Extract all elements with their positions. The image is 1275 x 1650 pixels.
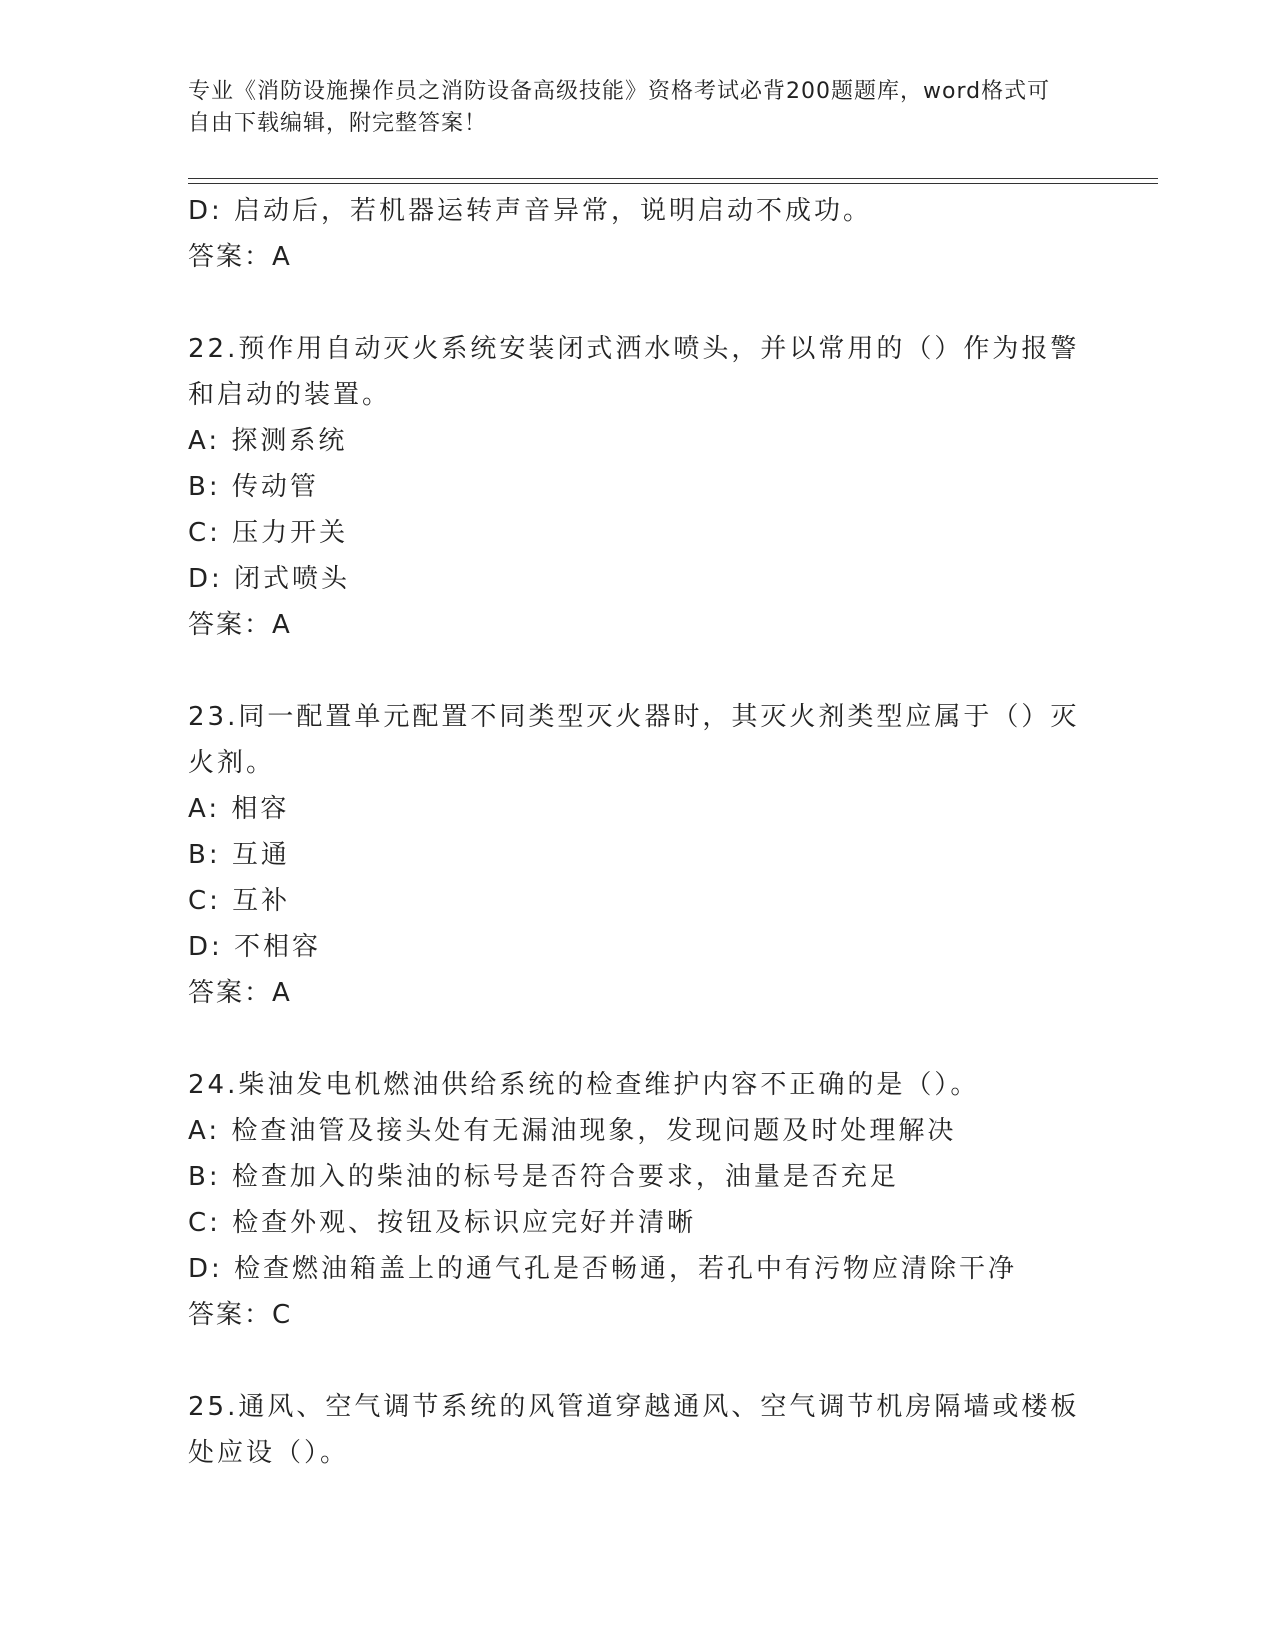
header-divider-top (188, 178, 1158, 179)
answer: 答案：C (188, 1300, 293, 1330)
spacer (188, 1338, 1088, 1384)
prev-answer: 答案：A (188, 242, 292, 272)
document-header: 专业《消防设施操作员之消防设备高级技能》资格考试必背200题题库，word格式可自由下载编辑，附完整答案！ (188, 79, 1051, 136)
question-text-cont: 和启动的装置。 (188, 380, 392, 410)
prev-option-d: D: 启动后，若机器运转声音异常，说明启动不成功。 (188, 196, 873, 226)
spacer (188, 1016, 1088, 1062)
question-22 (188, 326, 1088, 648)
question-text-cont: 处应设（）。 (188, 1438, 350, 1468)
option-a: A: 相容 (188, 794, 290, 824)
answer: 答案：A (188, 978, 292, 1008)
option-c: C: 压力开关 (188, 518, 349, 548)
question-text: 23.同一配置单元配置不同类型灭火器时，其灭火剂类型应属于（）灭 (188, 702, 1080, 732)
option-b: B: 检查加入的柴油的标号是否符合要求，油量是否充足 (188, 1162, 899, 1192)
option-b: B: 互通 (188, 840, 290, 870)
answer: 答案：A (188, 610, 292, 640)
option-a: A: 探测系统 (188, 426, 348, 456)
spacer (188, 648, 1088, 694)
option-d: D: 检查燃油箱盖上的通气孔是否畅通，若孔中有污物应清除干净 (188, 1254, 1018, 1284)
option-a: A: 检查油管及接头处有无漏油现象，发现问题及时处理解决 (188, 1116, 957, 1146)
question-text: 25.通风、空气调节系统的风管道穿越通风、空气调节机房隔墙或楼板 (188, 1392, 1080, 1422)
question-24 (188, 1062, 1088, 1338)
option-d: D: 不相容 (188, 932, 322, 962)
header-divider-bottom (188, 183, 1158, 184)
option-b: B: 传动管 (188, 472, 319, 502)
spacer (188, 280, 1088, 326)
option-d: D: 闭式喷头 (188, 564, 351, 594)
question-text-cont: 火剂。 (188, 748, 276, 778)
option-c: C: 检查外观、按钮及标识应完好并清晰 (188, 1208, 697, 1238)
option-c: C: 互补 (188, 886, 291, 916)
question-25 (188, 1384, 1088, 1476)
question-text: 22.预作用自动灭火系统安装闭式洒水喷头，并以常用的（）作为报警 (188, 334, 1080, 364)
question-list (188, 188, 1088, 1476)
question-23 (188, 694, 1088, 1016)
question-text: 24.柴油发电机燃油供给系统的检查维护内容不正确的是（）。 (188, 1070, 980, 1100)
